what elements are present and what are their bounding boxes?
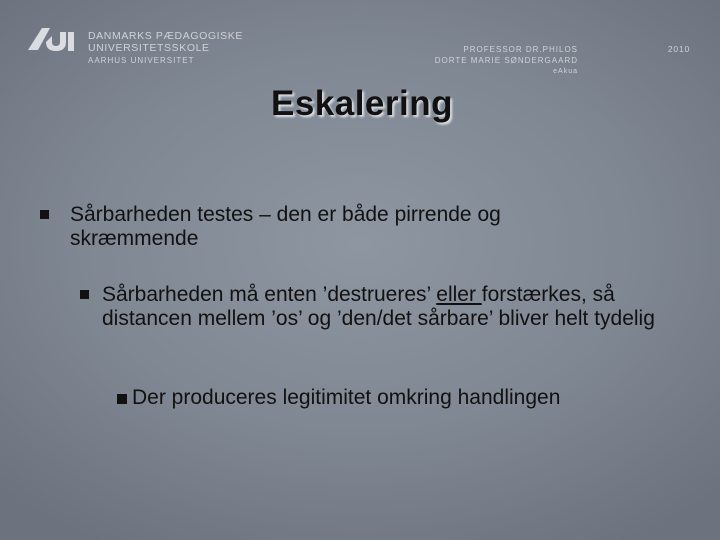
author-block <box>435 44 578 77</box>
bullet-level-2-text-b: forstærkes, så distancen mellem ’os’ og ’den/det sårbare’ bliver helt tydelig <box>102 283 655 330</box>
author-name: DORTE MARIE SØNDERGAARD <box>434 56 578 65</box>
bullet-level-2-underlined: eller <box>436 283 482 306</box>
author-extra: eAkua <box>553 68 578 75</box>
slide-title: Eskalering <box>270 84 454 123</box>
university-name: AARHUS UNIVERSITET <box>88 56 195 65</box>
bullet-level-1: Sårbarheden testes – den er både pirrende og skræmmende <box>70 203 501 250</box>
slide-year: 2010 <box>667 44 690 54</box>
bullet-level-2 <box>102 283 702 331</box>
author-title: PROFESSOR DR.PHILOS <box>463 45 578 54</box>
square-bullet-icon <box>117 394 127 404</box>
institution-name <box>88 30 243 54</box>
institution-line-2: UNIVERSITETSSKOLE <box>88 42 210 54</box>
bullet-level-3: Der produceres legitimitet omkring handlingen <box>132 386 561 409</box>
institution-line-1: DANMARKS PÆDAGOGISKE <box>88 30 243 42</box>
square-bullet-icon <box>40 210 49 219</box>
aarhus-university-logo-icon <box>26 24 78 54</box>
bullet-level-2-text-a: Sårbarheden må enten ’destrueres’ <box>102 283 437 306</box>
square-bullet-icon <box>80 290 89 299</box>
